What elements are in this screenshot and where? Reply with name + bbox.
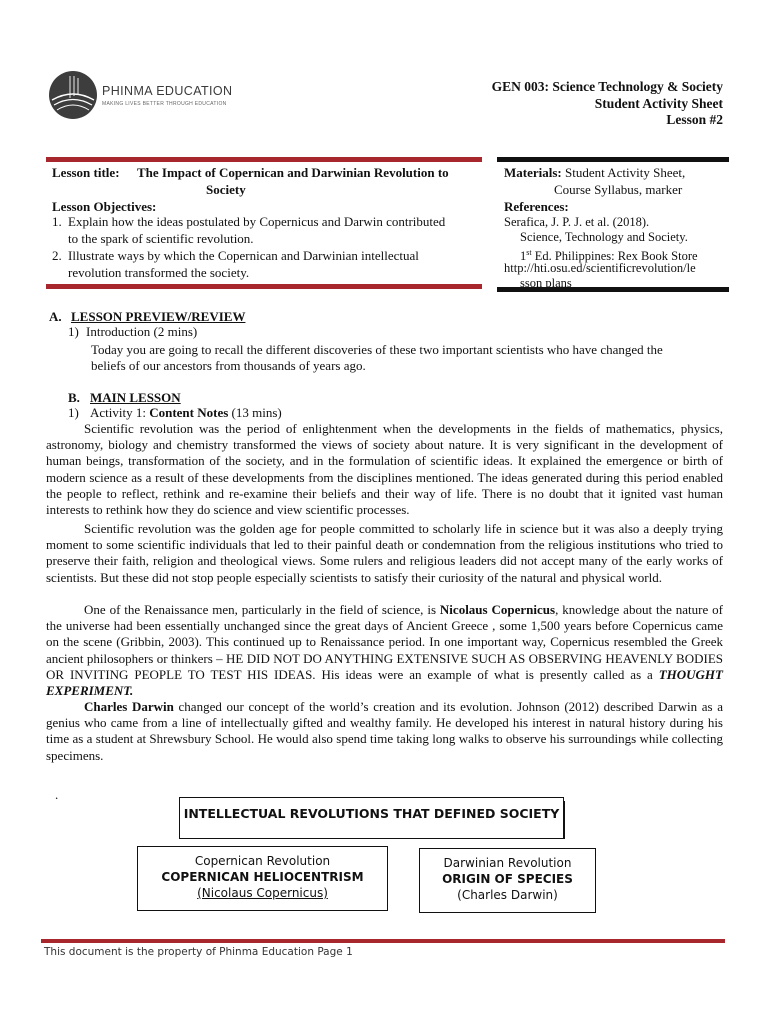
reference-url-line1: http://hti.osu.ed/scientificrevolution/le [504,261,696,275]
objective-2-line2: revolution transformed the society. [68,265,250,280]
materials-line2: Course Syllabus, marker [554,182,683,197]
lesson-title-line1: The Impact of Copernican and Darwinian Revolution to [137,165,449,180]
diagram-title: INTELLECTUAL REVOLUTIONS THAT DEFINED SOCIETY [183,806,560,821]
reference-title: Science, Technology and Society. [520,230,688,244]
reference-edition: 1st Ed. Philippines: Rex Book Store [520,248,698,264]
darwinian-line3: (Charles Darwin) [457,888,558,902]
lesson-number: Lesson #2 [666,112,723,127]
section-a-item: Introduction (2 mins) [86,324,198,339]
copernican-line3: (Nicolaus Copernicus) [197,886,328,900]
footer-text: This document is the property of Phinma Education Page 1 [44,946,353,958]
reference-author: Serafica, J. P. J. et al. (2018). [504,215,650,229]
section-a-letter: A. [49,309,62,324]
darwinian-line1: Darwinian Revolution [443,856,572,870]
copernican-line1: Copernican Revolution [194,854,331,868]
objective-1-number: 1. [52,214,62,229]
lesson-title-line2: Society [206,182,246,197]
document-header [492,79,723,129]
course-title: GEN 003: Science Technology & Society [491,79,723,94]
reference-url-line2: sson plans [520,276,572,290]
logo-emblem-icon [48,70,98,120]
section-b-item-number: 1) [68,405,79,420]
lesson-info-box [46,157,482,289]
objective-2-line1: Illustrate ways by which the Copernican and Darwinian intellectual [68,248,419,263]
objectives-label: Lesson Objectives: [52,199,157,214]
logo-wordmark: PHINMA EDUCATION [102,84,233,98]
logo-tagline: MAKING LIVES BETTER THROUGH EDUCATION [102,101,227,107]
doc-type: Student Activity Sheet [594,95,723,111]
section-b-heading: MAIN LESSON [90,390,181,405]
section-a-item-number: 1) [68,324,79,339]
lesson-title-label: Lesson title: [52,165,120,180]
copernican-line2: COPERNICAN HELIOCENTRISM [161,870,364,884]
objective-1-line2: to the spark of scientific revolution. [68,231,254,246]
diagram-title-box [179,797,564,839]
stray-mark: . [55,787,59,802]
section-a-text-line2: beliefs of our ancestors from thousands of years ago. [91,358,366,373]
materials-references-box [497,157,729,292]
section-a-text-line1: Today you are going to recall the different discoveries of these two important scientists who have changed the [91,342,663,357]
section-b-letter: B. [68,390,80,405]
materials-line1: Student Activity Sheet, [565,165,686,180]
footer-rule [41,939,725,943]
paragraph-golden-age: Scientific revolution was the golden age for people committed to scholarly life in science but it was also a deeply trying moment to some scientific individuals that led to their painful death or condemnation from the religious institutions who tried to preserve their faith, religion and theological views. Some rulers and religious leaders did not accept many of the early works of scientists. But these did not stop people especially scientists to satisfy their curiosity of the natural and physical world. [46,521,723,585]
copernican-box [137,846,388,911]
objective-1-line1: Explain how the ideas postulated by Copernicus and Darwin contributed [68,214,446,229]
section-a-heading: LESSON PREVIEW/REVIEW [71,309,246,324]
phinma-logo [48,70,238,122]
paragraph-darwin: Charles Darwin changed our concept of the world’s creation and its evolution. Johnson (2012) described Darwin as a genius who came from a line of intellectually gifted and wealthy family. He developed his interest in natural history during his time as a student at Shrewsbury School. He would also spend time taking long walks to observe his surroundings while collecting specimens. [46,699,724,763]
darwinian-line2: ORIGIN OF SPECIES [442,872,573,886]
darwinian-box [419,848,596,913]
objective-2-number: 2. [52,248,62,263]
paragraph-scientific-revolution: Scientific revolution was the period of enlightenment when the developments in the fields of mathematics, physics, astronomy, biology and chemistry transformed the views of society about nature. It is very significant in the development of human beings, transformation of the society, and in the formulation of scientific ideas. It explained the emergence or birth of modern science as a result of these developments from the disciplines mentioned. The ideas generated during this period enabled the people to reflect, rethink and re-examine their beliefs and their way of life. There is no doubt that it ignited vast human interests to rethink how they do science and view scientific processes. [46,421,723,518]
paragraph-copernicus: One of the Renaissance men, particularly in the field of science, is Nicolaus Copernicus, knowledge about the nature of the universe had been essentially unchanged since the great days of Ancient Greece , some 1,500 years before Copernicus came on the scene (Gribbin, 2003). This continued up to Renaissance period. In one important way, Copernicus resembled the Greek ancient philosophers or thinkers – HE DID NOT DO ANYTHING EXTENSIVE SUCH AS OBSERVING HEAVENLY BODIES OR INVITING PEOPLE TO TEST HIS IDEAS. His ideas were an example of what is presently called as a THOUGHT EXPERIMENT. [46,602,723,699]
materials-label: Materials: [504,165,562,180]
section-b-item: Activity 1: Content Notes (13 mins) [90,405,282,420]
references-label: References: [504,199,569,214]
